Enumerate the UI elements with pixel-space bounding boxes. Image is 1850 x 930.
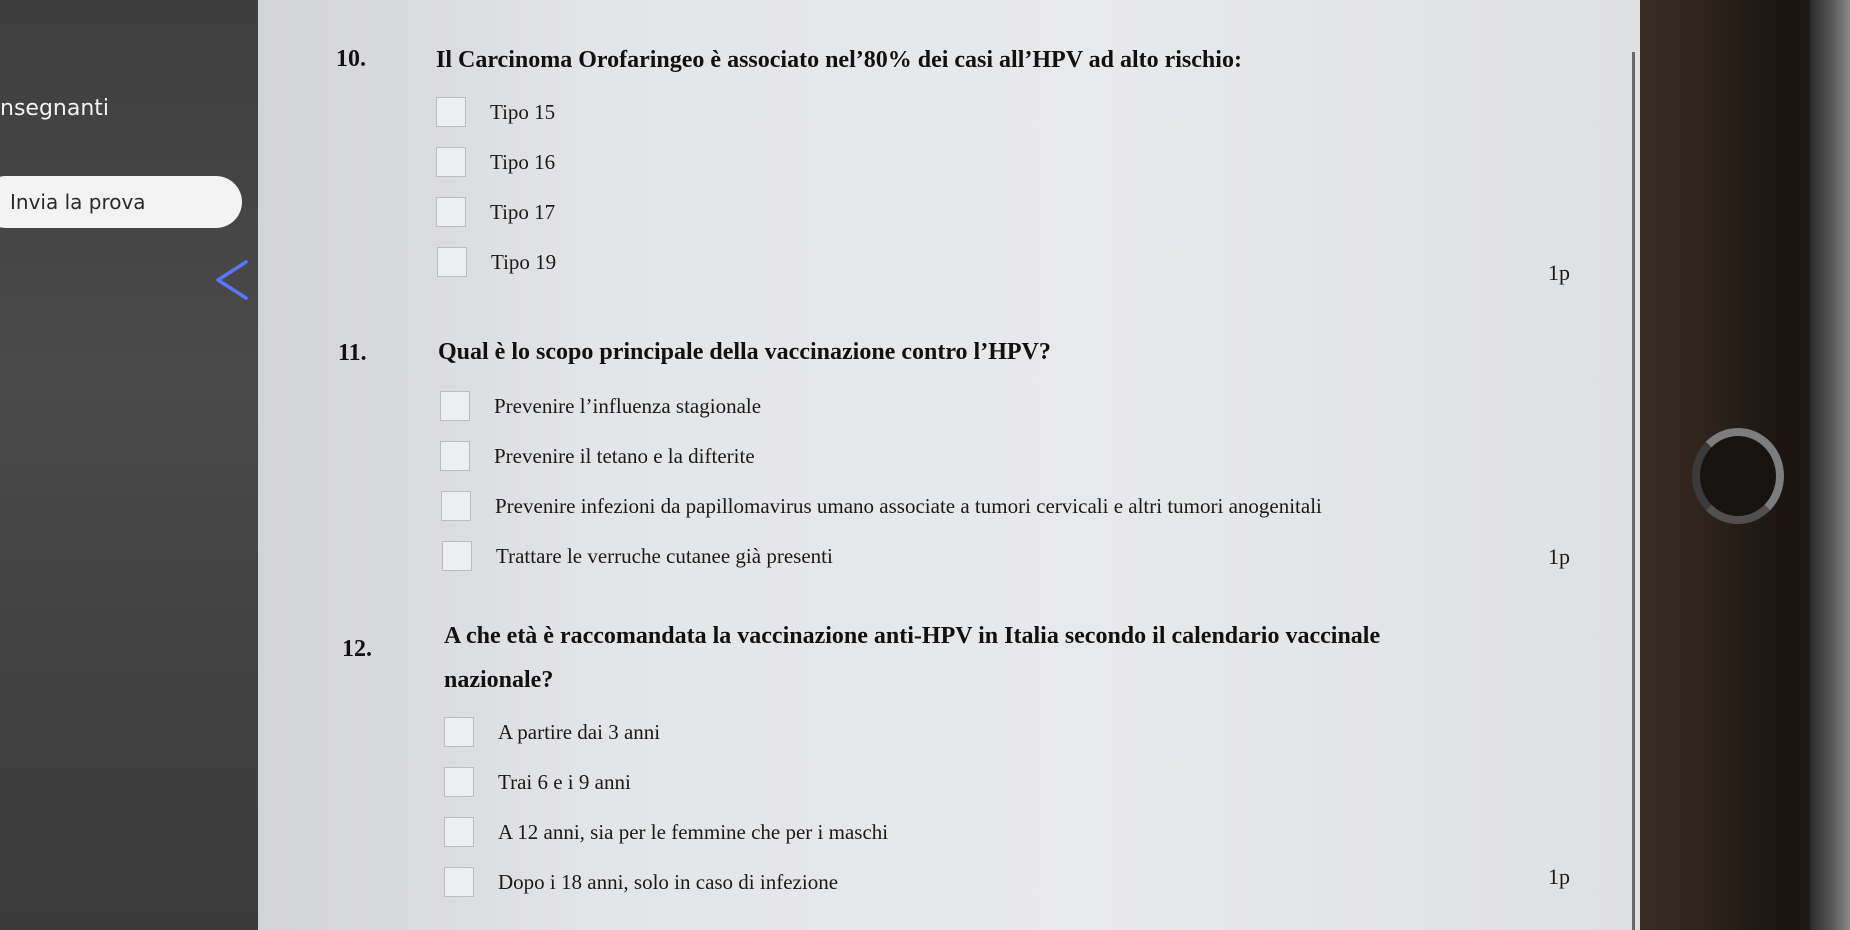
option-label: Trattare le verruche cutanee già presenti bbox=[496, 543, 833, 568]
question-number: 12. bbox=[342, 636, 372, 662]
question-text-line: nazionale? bbox=[444, 667, 554, 693]
checkbox[interactable] bbox=[436, 197, 466, 227]
answer-option[interactable] bbox=[440, 390, 761, 422]
option-label: Prevenire infezioni da papillomavirus umano associate a tumori cervicali e altri tumori anogenitali bbox=[495, 493, 1322, 518]
question-points: 1p bbox=[1548, 260, 1570, 285]
option-label: Tipo 15 bbox=[490, 99, 556, 124]
option-label: Trai 6 e i 9 anni bbox=[498, 769, 631, 794]
answer-option[interactable] bbox=[442, 540, 833, 572]
checkbox[interactable] bbox=[444, 867, 474, 897]
checkbox[interactable] bbox=[440, 441, 470, 471]
option-label: Tipo 19 bbox=[491, 249, 557, 274]
option-label: Prevenire il tetano e la difterite bbox=[494, 443, 755, 468]
option-label: Dopo i 18 anni, solo in caso di infezione bbox=[498, 869, 839, 894]
answer-option[interactable] bbox=[444, 816, 888, 848]
option-label: Tipo 17 bbox=[490, 199, 556, 224]
checkbox[interactable] bbox=[437, 247, 467, 277]
checkbox[interactable] bbox=[441, 491, 471, 521]
answer-option[interactable] bbox=[436, 96, 555, 128]
option-label: Prevenire l’influenza stagionale bbox=[494, 393, 762, 418]
answer-option[interactable] bbox=[436, 196, 555, 228]
checkbox[interactable] bbox=[444, 717, 474, 747]
submit-test-button[interactable]: Invia la prova bbox=[0, 176, 242, 228]
question-number: 10. bbox=[336, 46, 366, 72]
device-rim bbox=[1810, 0, 1850, 930]
checkbox[interactable] bbox=[436, 97, 466, 127]
answer-option[interactable] bbox=[444, 716, 660, 748]
checkbox[interactable] bbox=[444, 817, 474, 847]
checkbox[interactable] bbox=[436, 147, 466, 177]
question-text bbox=[444, 614, 1380, 702]
answer-option[interactable] bbox=[440, 440, 755, 472]
checkbox[interactable] bbox=[444, 767, 474, 797]
option-label: A partire dai 3 anni bbox=[498, 719, 661, 744]
answer-option[interactable] bbox=[444, 866, 838, 898]
checkbox[interactable] bbox=[442, 541, 472, 571]
question-text-line: A che età è raccomandata la vaccinazione anti-HPV in Italia secondo il calendario vaccinale bbox=[444, 623, 1381, 649]
page-divider bbox=[1632, 52, 1635, 930]
chevron-left-icon[interactable] bbox=[210, 258, 254, 302]
answer-option[interactable] bbox=[444, 766, 631, 798]
sidebar-nav-label[interactable]: nsegnanti bbox=[0, 96, 110, 121]
option-label: Tipo 16 bbox=[490, 149, 556, 174]
sidebar bbox=[0, 0, 275, 930]
camera-icon bbox=[1692, 428, 1784, 524]
question-text: Il Carcinoma Orofaringeo è associato nel’80% dei casi all’HPV ad alto rischio: bbox=[436, 47, 1242, 73]
question-text: Qual è lo scopo principale della vaccinazione contro l’HPV? bbox=[438, 339, 1051, 365]
question-points: 1p bbox=[1548, 864, 1570, 889]
option-label: A 12 anni, sia per le femmine che per i maschi bbox=[498, 819, 889, 844]
checkbox[interactable] bbox=[440, 391, 470, 421]
answer-option[interactable] bbox=[437, 246, 556, 278]
question-number: 11. bbox=[338, 340, 367, 366]
answer-option[interactable] bbox=[436, 146, 555, 178]
answer-option[interactable] bbox=[441, 490, 1322, 522]
question-points: 1p bbox=[1548, 544, 1570, 569]
quiz-page bbox=[258, 0, 1640, 930]
